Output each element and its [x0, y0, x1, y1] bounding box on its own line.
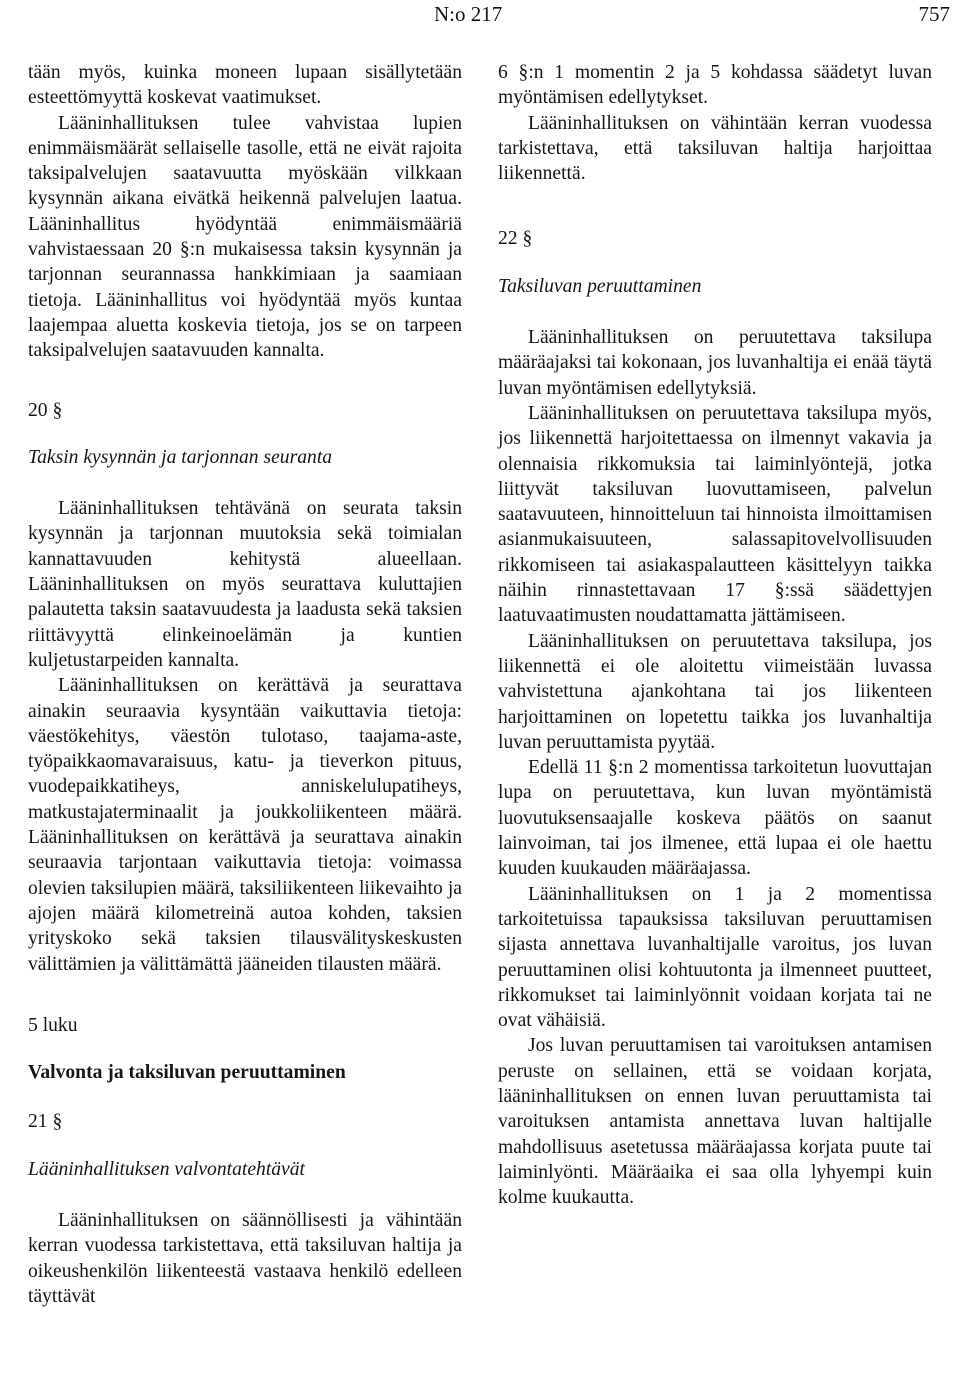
paragraph: tään myös, kuinka moneen lupaan sisällytetään esteettömyyttä koskevat vaatimukset.	[28, 62, 462, 109]
section-number: 22 §	[498, 228, 533, 250]
section-title: Taksiluvan peruuttaminen	[498, 275, 702, 297]
paragraph: Lääninhallituksen tehtävänä on seurata taksin kysynnän ja tarjonnan muutoksia sekä toimialan kannattavuuden kehitystä alueellaan. Lääninhallituksen on myös seurattava kuluttajien palautetta taksin saatavuudesta ja laadusta sekä taksien riittävyyttä elinkeinoelämän ja kuntien kuljetustarpeiden kannalta.	[28, 498, 462, 671]
page-header	[0, 0, 960, 34]
right-column	[498, 60, 932, 1210]
paragraph: Lääninhallituksen on säännöllisesti ja vähintään kerran vuodessa tarkistettava, että taksiluvan haltija ja oikeushenkilön liikenteestä vastaava henkilö edelleen täyttävät	[28, 1209, 462, 1307]
section-title: Taksin kysynnän ja tarjonnan seuranta	[28, 446, 333, 468]
section-title: Lääninhallituksen valvontatehtävät	[28, 1158, 305, 1180]
chapter-number: 5 luku	[28, 1014, 78, 1036]
paragraph: Jos luvan peruuttamisen tai varoituksen antamisen peruste on sellainen, että se voidaan korjata, lääninhallituksen on ennen luvan peruuttamista tai varoituksen antamista annettava luvan haltijalle mahdollisuus asetetussa määräajassa korjata puute tai laiminlyönti. Määräaika ei saa olla lyhyempi kuin kolme kuukautta.	[498, 1035, 932, 1209]
chapter-title: Valvonta ja taksiluvan peruuttaminen	[28, 1062, 346, 1084]
section-number: 20 §	[28, 399, 63, 421]
left-column	[28, 60, 462, 1309]
paragraph: Edellä 11 §:n 2 momentissa tarkoitetun luovuttajan lupa on peruutettava, kun luvan myöntämistä luovutuksensaajalle koskeva päätös on saanut lainvoiman, tai jos ilmenee, että lupaa ei ole haettu kuuden kuukauden määräajassa.	[498, 757, 932, 880]
paragraph: Lääninhallituksen on kerättävä ja seurattava ainakin seuraavia kysyntään vaikuttavia tietoja: väestökehitys, väestön tulotaso, taajama-aste, työpaikkaomavaraisuus, katu- ja tieverkon pituus, vuodepaikkatiheys, anniskelulupatiheys, matkustajaterminaalit ja joukkoliikenteen määrä. Lääninhallituksen on kerättävä ja seurattava ainakin seuraavia tarjontaan vaikuttavia tietoja: voimassa olevien taksilupien määrä, taksiliikenteen liikevaihto ja ajojen määrä kilometreinä autoa kohden, taksien yrityskoko sekä taksien tilausvälityskeskusten välittämien ja välittämättä jääneiden tilausten määrä.	[28, 675, 462, 975]
paragraph: Lääninhallituksen on peruutettava taksilupa määräajaksi tai kokonaan, jos luvanhaltija ei enää täytä luvan myöntämisen edellytyksiä.	[498, 327, 932, 399]
paragraph: Lääninhallituksen on peruutettava taksilupa myös, jos liikennettä harjoitettaessa on ilmennyt vakavia ja olennaisia rikkomuksia tai laiminlyöntejä, jotka liittyvät taksiluvan luovuttamiseen, palvelun saatavuuteen, hinnoitteluun tai hinnoista ilmoittamisen asianmukaisuuteen, salassapitovelvollisuuden rikkomiseen tai asiakaspalautteen käsittelyyn taikka näihin rinnastettavaan 17 §:ssä säädettyjen laatuvaatimusten noudattamatta jättämiseen.	[498, 402, 932, 627]
paragraph: 6 §:n 1 momentin 2 ja 5 kohdassa säädetyt luvan myöntämisen edellytykset.	[498, 62, 932, 109]
section-number: 21 §	[28, 1111, 63, 1133]
paragraph: Lääninhallituksen tulee vahvistaa lupien enimmäismäärät sellaiselle tasolle, että ne eivät rajoita taksipalvelujen saatavuutta myöskään vilkkaan kysynnän aikana eivätkä heikennä palvelujen laatua. Lääninhallitus hyödyntää enimmäismääriä vahvistaessaan 20 §:n mukaisessa taksin kysynnän ja tarjonnan seurannassa hankkimiaan ja saamiaan tietoja. Lääninhallitus voi hyödyntää myös kuntaa laajempaa aluetta koskevia tietoja, jos se on tarpeen taksipalvelujen saatavuuden kannalta.	[28, 112, 462, 362]
paragraph: Lääninhallituksen on 1 ja 2 momentissa tarkoitetuissa tapauksissa taksiluvan peruuttamisen sijasta annettava luvanhaltijalle varoitus, jos luvan peruuttaminen olisi kohtuutonta ja ilmenneet puutteet, rikkomukset tai laiminlyönnit voidaan korjata tai ne ovat vähäisiä.	[498, 883, 932, 1032]
page-number: 757	[918, 2, 950, 26]
paragraph: Lääninhallituksen on peruutettava taksilupa, jos liikennettä ei ole aloitettu viimeistään luvassa vahvistettuna ajankohtana tai jos liikenteen harjoittaminen on lopetettu taikka jos luvanhaltija luvan peruuttamista pyytää.	[498, 630, 932, 753]
issue-number: N:o 217	[434, 2, 503, 26]
paragraph: Lääninhallituksen on vähintään kerran vuodessa tarkistettava, että taksiluvan haltija harjoittaa liikennettä.	[498, 112, 932, 185]
